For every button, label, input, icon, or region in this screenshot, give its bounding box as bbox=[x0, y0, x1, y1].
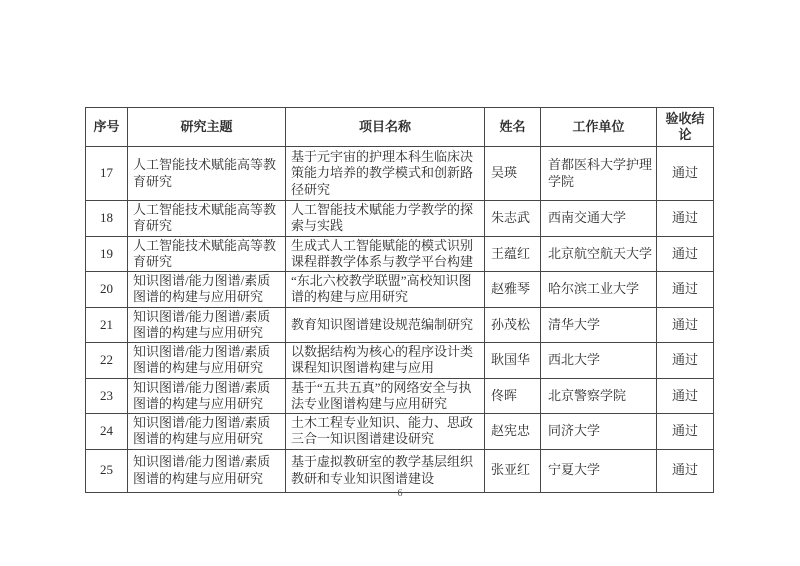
cell-review-result: 通过 bbox=[657, 147, 714, 201]
cell-research-topic: 知识图谱/能力图谱/素质图谱的构建与应用研究 bbox=[128, 343, 286, 379]
table-row bbox=[86, 343, 714, 379]
cell-project-name: 基于元宇宙的护理本科生临床决策能力培养的教学模式和创新路径研究 bbox=[286, 147, 485, 201]
cell-person-name: 吴瑛 bbox=[485, 147, 541, 201]
cell-research-topic: 知识图谱/能力图谱/素质图谱的构建与应用研究 bbox=[128, 307, 286, 343]
cell-person-name: 佟晖 bbox=[485, 378, 541, 414]
cell-person-name: 耿国华 bbox=[485, 343, 541, 379]
cell-person-name: 赵雅琴 bbox=[485, 272, 541, 308]
cell-work-unit: 宁夏大学 bbox=[541, 449, 657, 492]
col-header-topic: 研究主题 bbox=[128, 108, 286, 147]
cell-person-name: 朱志武 bbox=[485, 201, 541, 237]
col-header-name: 姓名 bbox=[485, 108, 541, 147]
cell-research-topic: 知识图谱/能力图谱/素质图谱的构建与应用研究 bbox=[128, 378, 286, 414]
cell-research-topic: 人工智能技术赋能高等教育研究 bbox=[128, 236, 286, 272]
cell-project-name: 基于“五共五真”的网络安全与执法专业图谱构建与应用研究 bbox=[286, 378, 485, 414]
cell-serial-number: 23 bbox=[86, 378, 128, 414]
table-header-row bbox=[86, 108, 714, 147]
col-header-project: 项目名称 bbox=[286, 108, 485, 147]
cell-review-result: 通过 bbox=[657, 414, 714, 450]
cell-serial-number: 25 bbox=[86, 449, 128, 492]
cell-serial-number: 17 bbox=[86, 147, 128, 201]
cell-serial-number: 22 bbox=[86, 343, 128, 379]
cell-research-topic: 人工智能技术赋能高等教育研究 bbox=[128, 147, 286, 201]
cell-work-unit: 哈尔滨工业大学 bbox=[541, 272, 657, 308]
table-row bbox=[86, 414, 714, 450]
cell-serial-number: 21 bbox=[86, 307, 128, 343]
cell-review-result: 通过 bbox=[657, 272, 714, 308]
cell-serial-number: 24 bbox=[86, 414, 128, 450]
table-row bbox=[86, 272, 714, 308]
cell-person-name: 孙茂松 bbox=[485, 307, 541, 343]
cell-project-name: 教育知识图谱建设规范编制研究 bbox=[286, 307, 485, 343]
cell-person-name: 王蕴红 bbox=[485, 236, 541, 272]
table-row bbox=[86, 236, 714, 272]
cell-project-name: 以数据结构为核心的程序设计类课程知识图谱构建与应用 bbox=[286, 343, 485, 379]
table-row bbox=[86, 201, 714, 237]
cell-serial-number: 19 bbox=[86, 236, 128, 272]
cell-review-result: 通过 bbox=[657, 378, 714, 414]
cell-work-unit: 北京航空航天大学 bbox=[541, 236, 657, 272]
cell-work-unit: 西南交通大学 bbox=[541, 201, 657, 237]
cell-review-result: 通过 bbox=[657, 201, 714, 237]
table-row bbox=[86, 307, 714, 343]
cell-review-result: 通过 bbox=[657, 236, 714, 272]
cell-research-topic: 知识图谱/能力图谱/素质图谱的构建与应用研究 bbox=[128, 449, 286, 492]
cell-review-result: 通过 bbox=[657, 307, 714, 343]
project-review-table bbox=[85, 107, 714, 493]
table-row bbox=[86, 378, 714, 414]
col-header-result: 验收结论 bbox=[657, 108, 714, 147]
cell-work-unit: 北京警察学院 bbox=[541, 378, 657, 414]
cell-work-unit: 同济大学 bbox=[541, 414, 657, 450]
cell-project-name: 生成式人工智能赋能的模式识别课程群教学体系与教学平台构建 bbox=[286, 236, 485, 272]
cell-work-unit: 西北大学 bbox=[541, 343, 657, 379]
col-header-no: 序号 bbox=[86, 108, 128, 147]
table-row bbox=[86, 449, 714, 492]
cell-project-name: 基于虚拟教研室的教学基层组织教研和专业知识图谱建设 bbox=[286, 449, 485, 492]
cell-person-name: 张亚红 bbox=[485, 449, 541, 492]
cell-research-topic: 人工智能技术赋能高等教育研究 bbox=[128, 201, 286, 237]
cell-serial-number: 18 bbox=[86, 201, 128, 237]
cell-review-result: 通过 bbox=[657, 449, 714, 492]
cell-research-topic: 知识图谱/能力图谱/素质图谱的构建与应用研究 bbox=[128, 414, 286, 450]
page-number: 6 bbox=[397, 488, 403, 499]
cell-review-result: 通过 bbox=[657, 343, 714, 379]
cell-serial-number: 20 bbox=[86, 272, 128, 308]
table-row bbox=[86, 147, 714, 201]
table-body bbox=[86, 147, 714, 493]
cell-person-name: 赵宪忠 bbox=[485, 414, 541, 450]
cell-project-name: 土木工程专业知识、能力、思政三合一知识图谱建设研究 bbox=[286, 414, 485, 450]
cell-work-unit: 清华大学 bbox=[541, 307, 657, 343]
cell-project-name: “东北六校教学联盟”高校知识图谱的构建与应用研究 bbox=[286, 272, 485, 308]
cell-project-name: 人工智能技术赋能力学教学的探索与实践 bbox=[286, 201, 485, 237]
cell-research-topic: 知识图谱/能力图谱/素质图谱的构建与应用研究 bbox=[128, 272, 286, 308]
col-header-unit: 工作单位 bbox=[541, 108, 657, 147]
cell-work-unit: 首都医科大学护理学院 bbox=[541, 147, 657, 201]
